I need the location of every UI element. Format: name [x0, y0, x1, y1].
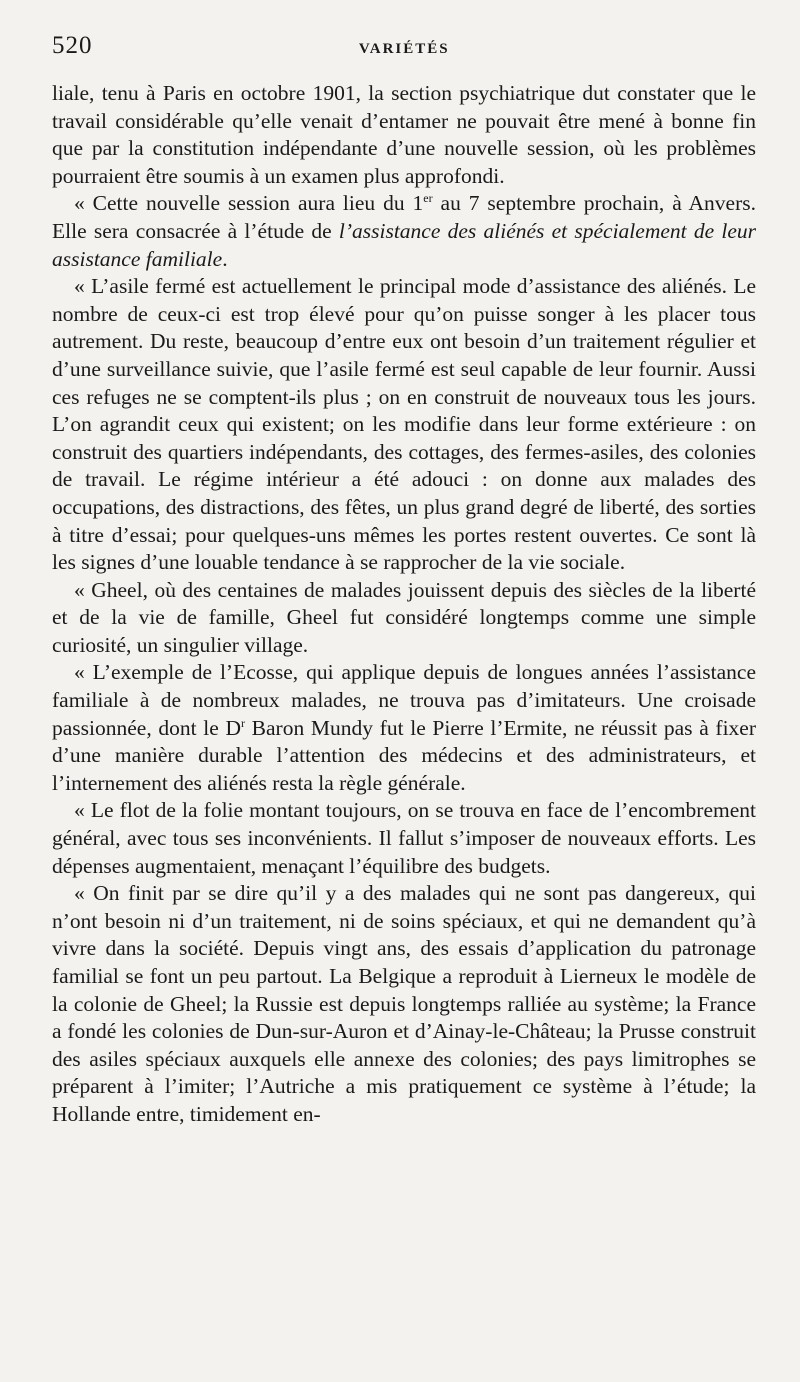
text-run: .	[222, 246, 228, 271]
page-number: 520	[52, 32, 93, 59]
paragraph	[52, 880, 756, 1128]
running-title: VARIÉTÉS	[358, 41, 450, 57]
paragraph	[52, 190, 756, 273]
paragraph	[52, 577, 756, 660]
text-run: « Le flot de la folie montant toujours, on se trouva en face de l’encombrement général, avec tous ses inconvénients. Il fallut s’imposer de nouveaux efforts. Les dépenses augmentaient, menaçant l’équilibre des budgets.	[52, 798, 756, 878]
paragraph	[52, 659, 756, 797]
paragraph	[52, 273, 756, 577]
superscript: r	[241, 715, 245, 730]
paragraph	[52, 80, 756, 190]
text-run: « Cette nouvelle session aura lieu du 1	[74, 191, 424, 216]
paragraph	[52, 797, 756, 880]
italic-text: l’assistance des aliénés et spécialement de leur assistance familiale	[52, 218, 756, 271]
text-run: « L’asile fermé est actuellement le principal mode d’assistance des aliénés. Le nombre de ceux-ci est trop élevé pour qu’on puisse songer à les placer tous autrement. Du reste, beaucoup d’entre eux ont besoin d’un traitement régulier et d’une surveillance suivie, que l’asile fermé est seul capable de leur fournir. Aussi ces refuges ne se comptent-ils plus ; on en construit de nouveaux tous les jours. L’on agrandit ceux qui existent; on les modifie dans leur forme extérieure : on construit des quartiers indépendants, des cottages, des fermes-asiles, des colonies de travail. Le régime intérieur a été adouci : on donne aux malades des occupations, des distractions, des fêtes, un plus grand degré de liberté, des sorties à titre d’essai; pour quelques-uns mêmes les portes restent ouvertes. Ce sont là les signes d’une louable tendance à se rapprocher de la vie sociale.	[52, 274, 756, 575]
superscript: er	[423, 191, 433, 206]
page-header	[52, 32, 756, 72]
text-run: « Gheel, où des centaines de malades jouissent depuis des siècles de la liberté et de la vie de famille, Gheel fut considéré longtemps comme une simple curiosité, un singulier village.	[52, 577, 756, 657]
text-run: Baron Mundy fut le Pierre l’Ermite, ne réussit pas à fixer d’une manière durable l’attention des médecins et des administrateurs, et l’internement des aliénés resta la règle générale.	[52, 715, 756, 795]
text-run: « On finit par se dire qu’il y a des malades qui ne sont pas dangereux, qui n’ont besoin ni d’un traitement, ni de soins spéciaux, et qui ne demandent qu’à vivre dans la société. Depuis vingt ans, des essais d’application du patronage familial se font un peu partout. La Belgique a reproduit à Lierneux le modèle de la colonie de Gheel; la Russie est depuis longtemps ralliée au système; la France a fondé les colonies de Dun-sur-Auron et d’Ainay-le-Château; la Prusse construit des asiles spéciaux auxquels elle annexe des colonies; des pays limitrophes se préparent à l’imiter; l’Autriche a mis pratiquement ce système à l’étude; la Hollande entre, timidement en-	[52, 881, 756, 1126]
body-text	[52, 80, 756, 1129]
text-run: « L’exemple de l’Ecosse, qui applique depuis de longues années l’assistance familiale à de nombreux malades, ne trouva pas d’imitateurs. Une croisade passionnée, dont le D	[52, 660, 756, 740]
text-run: liale, tenu à Paris en octobre 1901, la section psychiatrique dut constater que le travail considérable qu’elle venait d’entamer ne pouvait être mené à bonne fin que par la constitution indépendante d’une nouvelle session, où les problèmes pourraient être soumis à un examen plus approfondi.	[52, 81, 756, 188]
text-run: au 7 septembre prochain, à Anvers. Elle sera consacrée à l’étude de	[52, 191, 756, 243]
